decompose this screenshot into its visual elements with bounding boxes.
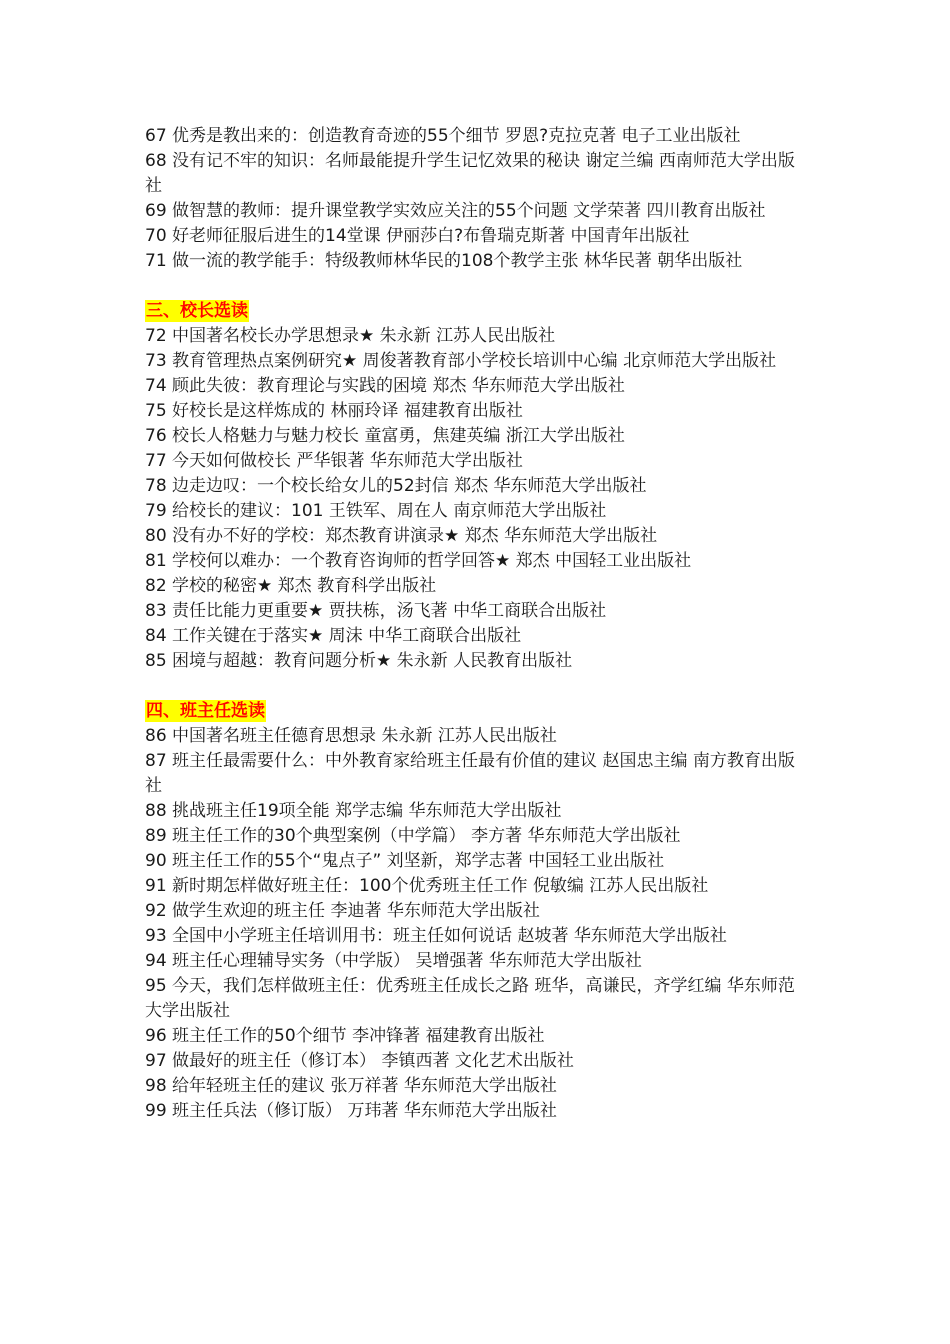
list-item: 88 挑战班主任19项全能 郑学志编 华东师范大学出版社	[145, 801, 562, 821]
list-item: 81 学校何以难办：一个教育咨询师的哲学回答★ 郑杰 中国轻工业出版社	[145, 551, 692, 571]
list-item: 74 顾此失彼：教育理论与实践的困境 郑杰 华东师范大学出版社	[145, 376, 625, 396]
list-item: 96 班主任工作的50个细节 李冲锋著 福建教育出版社	[145, 1026, 545, 1046]
list-item: 76 校长人格魅力与魅力校长 童富勇，焦建英编 浙江大学出版社	[145, 426, 625, 446]
list-item: 75 好校长是这样炼成的 林丽玲译 福建教育出版社	[145, 401, 523, 421]
list-item: 97 做最好的班主任（修订本） 李镇西著 文化艺术出版社	[145, 1051, 574, 1071]
list-item: 94 班主任心理辅导实务（中学版） 吴增强著 华东师范大学出版社	[145, 951, 642, 971]
list-item: 79 给校长的建议：101 王铁军、周在人 南京师范大学出版社	[145, 501, 607, 521]
list-item: 95 今天，我们怎样做班主任：优秀班主任成长之路 班华，高谦民，齐学红编 华东师范大学出版社	[145, 976, 795, 1021]
section-heading-head-teacher: 四、班主任选读	[146, 701, 265, 721]
list-item: 78 边走边叹：一个校长给女儿的52封信 郑杰 华东师范大学出版社	[145, 476, 647, 496]
list-item: 72 中国著名校长办学思想录★ 朱永新 江苏人民出版社	[145, 326, 556, 346]
section-principal	[145, 299, 810, 674]
section-head-teacher	[145, 699, 810, 1124]
list-item: 90 班主任工作的55个“鬼点子” 刘坚新，郑学志著 中国轻工业出版社	[145, 851, 665, 871]
section-2-tail	[145, 124, 810, 274]
list-item: 92 做学生欢迎的班主任 李迪著 华东师范大学出版社	[145, 901, 540, 921]
list-item: 70 好老师征服后进生的14堂课 伊丽莎白?布鲁瑞克斯著 中国青年出版社	[145, 226, 690, 246]
list-item: 99 班主任兵法（修订版） 万玮著 华东师范大学出版社	[145, 1101, 557, 1121]
list-item: 89 班主任工作的30个典型案例（中学篇） 李方著 华东师范大学出版社	[145, 826, 681, 846]
list-item: 86 中国著名班主任德育思想录 朱永新 江苏人民出版社	[145, 726, 557, 746]
list-item: 77 今天如何做校长 严华银著 华东师范大学出版社	[145, 451, 523, 471]
list-item: 71 做一流的教学能手：特级教师林华民的108个教学主张 林华民著 朝华出版社	[145, 251, 743, 271]
list-item: 93 全国中小学班主任培训用书：班主任如何说话 赵坡著 华东师范大学出版社	[145, 926, 727, 946]
list-item: 82 学校的秘密★ 郑杰 教育科学出版社	[145, 576, 437, 596]
list-item: 85 困境与超越：教育问题分析★ 朱永新 人民教育出版社	[145, 651, 573, 671]
list-item: 80 没有办不好的学校：郑杰教育讲演录★ 郑杰 华东师范大学出版社	[145, 526, 658, 546]
list-item: 73 教育管理热点案例研究★ 周俊著教育部小学校长培训中心编 北京师范大学出版社	[145, 351, 777, 371]
list-item: 83 责任比能力更重要★ 贾扶栋，汤飞著 中华工商联合出版社	[145, 601, 607, 621]
list-item: 91 新时期怎样做好班主任：100个优秀班主任工作 倪敏编 江苏人民出版社	[145, 876, 709, 896]
list-item: 68 没有记不牢的知识：名师最能提升学生记忆效果的秘诀 谢定兰编 西南师范大学出版社	[145, 151, 795, 196]
list-item: 67 优秀是教出来的：创造教育奇迹的55个细节 罗恩?克拉克著 电子工业出版社	[145, 126, 741, 146]
list-item: 69 做智慧的教师：提升课堂教学实效应关注的55个问题 文学荣著 四川教育出版社	[145, 201, 766, 221]
book-list	[145, 124, 810, 1124]
section-heading-principal: 三、校长选读	[146, 301, 248, 321]
list-item: 84 工作关键在于落实★ 周沫 中华工商联合出版社	[145, 626, 522, 646]
list-item: 98 给年轻班主任的建议 张万祥著 华东师范大学出版社	[145, 1076, 557, 1096]
list-item: 87 班主任最需要什么：中外教育家给班主任最有价值的建议 赵国忠主编 南方教育出版社	[145, 751, 795, 796]
